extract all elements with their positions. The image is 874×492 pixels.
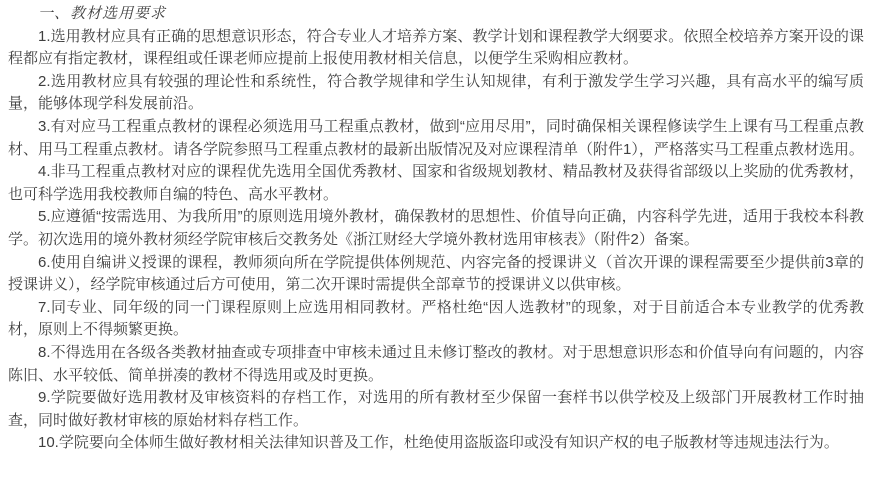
paragraph: 9.学院要做好选用教材及审核资料的存档工作，对选用的所有教材至少保留一套样书以供学校及上级部门开展教材工作时抽查，同时做好教材审核的原始材料存档工作。: [8, 389, 864, 429]
paragraph: 10.学院要向全体师生做好教材相关法律知识普及工作，杜绝使用盗版盗印或没有知识产权的电子版教材等违规违法行为。: [38, 434, 839, 452]
paragraph: 4.非马工程重点教材对应的课程优先选用全国优秀教材、国家和省级规划教材、精品教材及获得省部级以上奖励的优秀教材，也可科学选用我校教师自编的特色、高水平教材。: [8, 163, 864, 203]
paragraph: 7.同专业、同年级的同一门课程原则上应选用相同教材。严格杜绝“因人选教材”的现象，对于目前适合本专业教学的优秀教材，原则上不得频繁更换。: [8, 298, 864, 339]
paragraph: 1.选用教材应具有正确的思想意识形态，符合专业人才培养方案、教学计划和课程教学大纲要求。依照全校培养方案开设的课程都应有指定教材，课程组或任课老师应提前上报使用教材相关信息，以便学生采购相应教材。: [8, 27, 864, 68]
paragraph: 2.选用教材应具有较强的理论性和系统性，符合教学规律和学生认知规律，有利于激发学生学习兴趣，具有高水平的编写质量，能够体现学科发展前沿。: [8, 72, 864, 113]
paragraph: 3.有对应马工程重点教材的课程必须选用马工程重点教材，做到“应用尽用”，同时确保相关课程修读学生上课有马工程重点教材、用马工程重点教材。请各学院参照马工程重点教材的最新出版情况及对应课程清单（附件1），严格落实马工程重点教材选用。: [8, 117, 864, 158]
document-heading: 一、教材选用要求: [38, 6, 167, 22]
paragraph: 6.使用自编讲义授课的课程，教师须向所在学院提供体例规范、内容完备的授课讲义（首次开课的课程需要至少提供前3章的授课讲义），经学院审核通过后方可使用，第二次开课时需提供全部章节的授课讲义以供审核。: [8, 253, 864, 294]
paragraph: 8.不得选用在各级各类教材抽查或专项排查中审核未通过且未修订整改的教材。对于思想意识形态和价值导向有问题的，内容陈旧、水平较低、简单拼凑的教材不得选用或及时更换。: [8, 343, 864, 384]
paragraph: 5.应遵循“按需选用、为我所用”的原则选用境外教材，确保教材的思想性、价值导向正确，内容科学先进，适用于我校本科教学。初次选用的境外教材须经学院审核后交教务处《浙江财经大学境外教材选用审核表》（附件2）备案。: [8, 208, 864, 248]
